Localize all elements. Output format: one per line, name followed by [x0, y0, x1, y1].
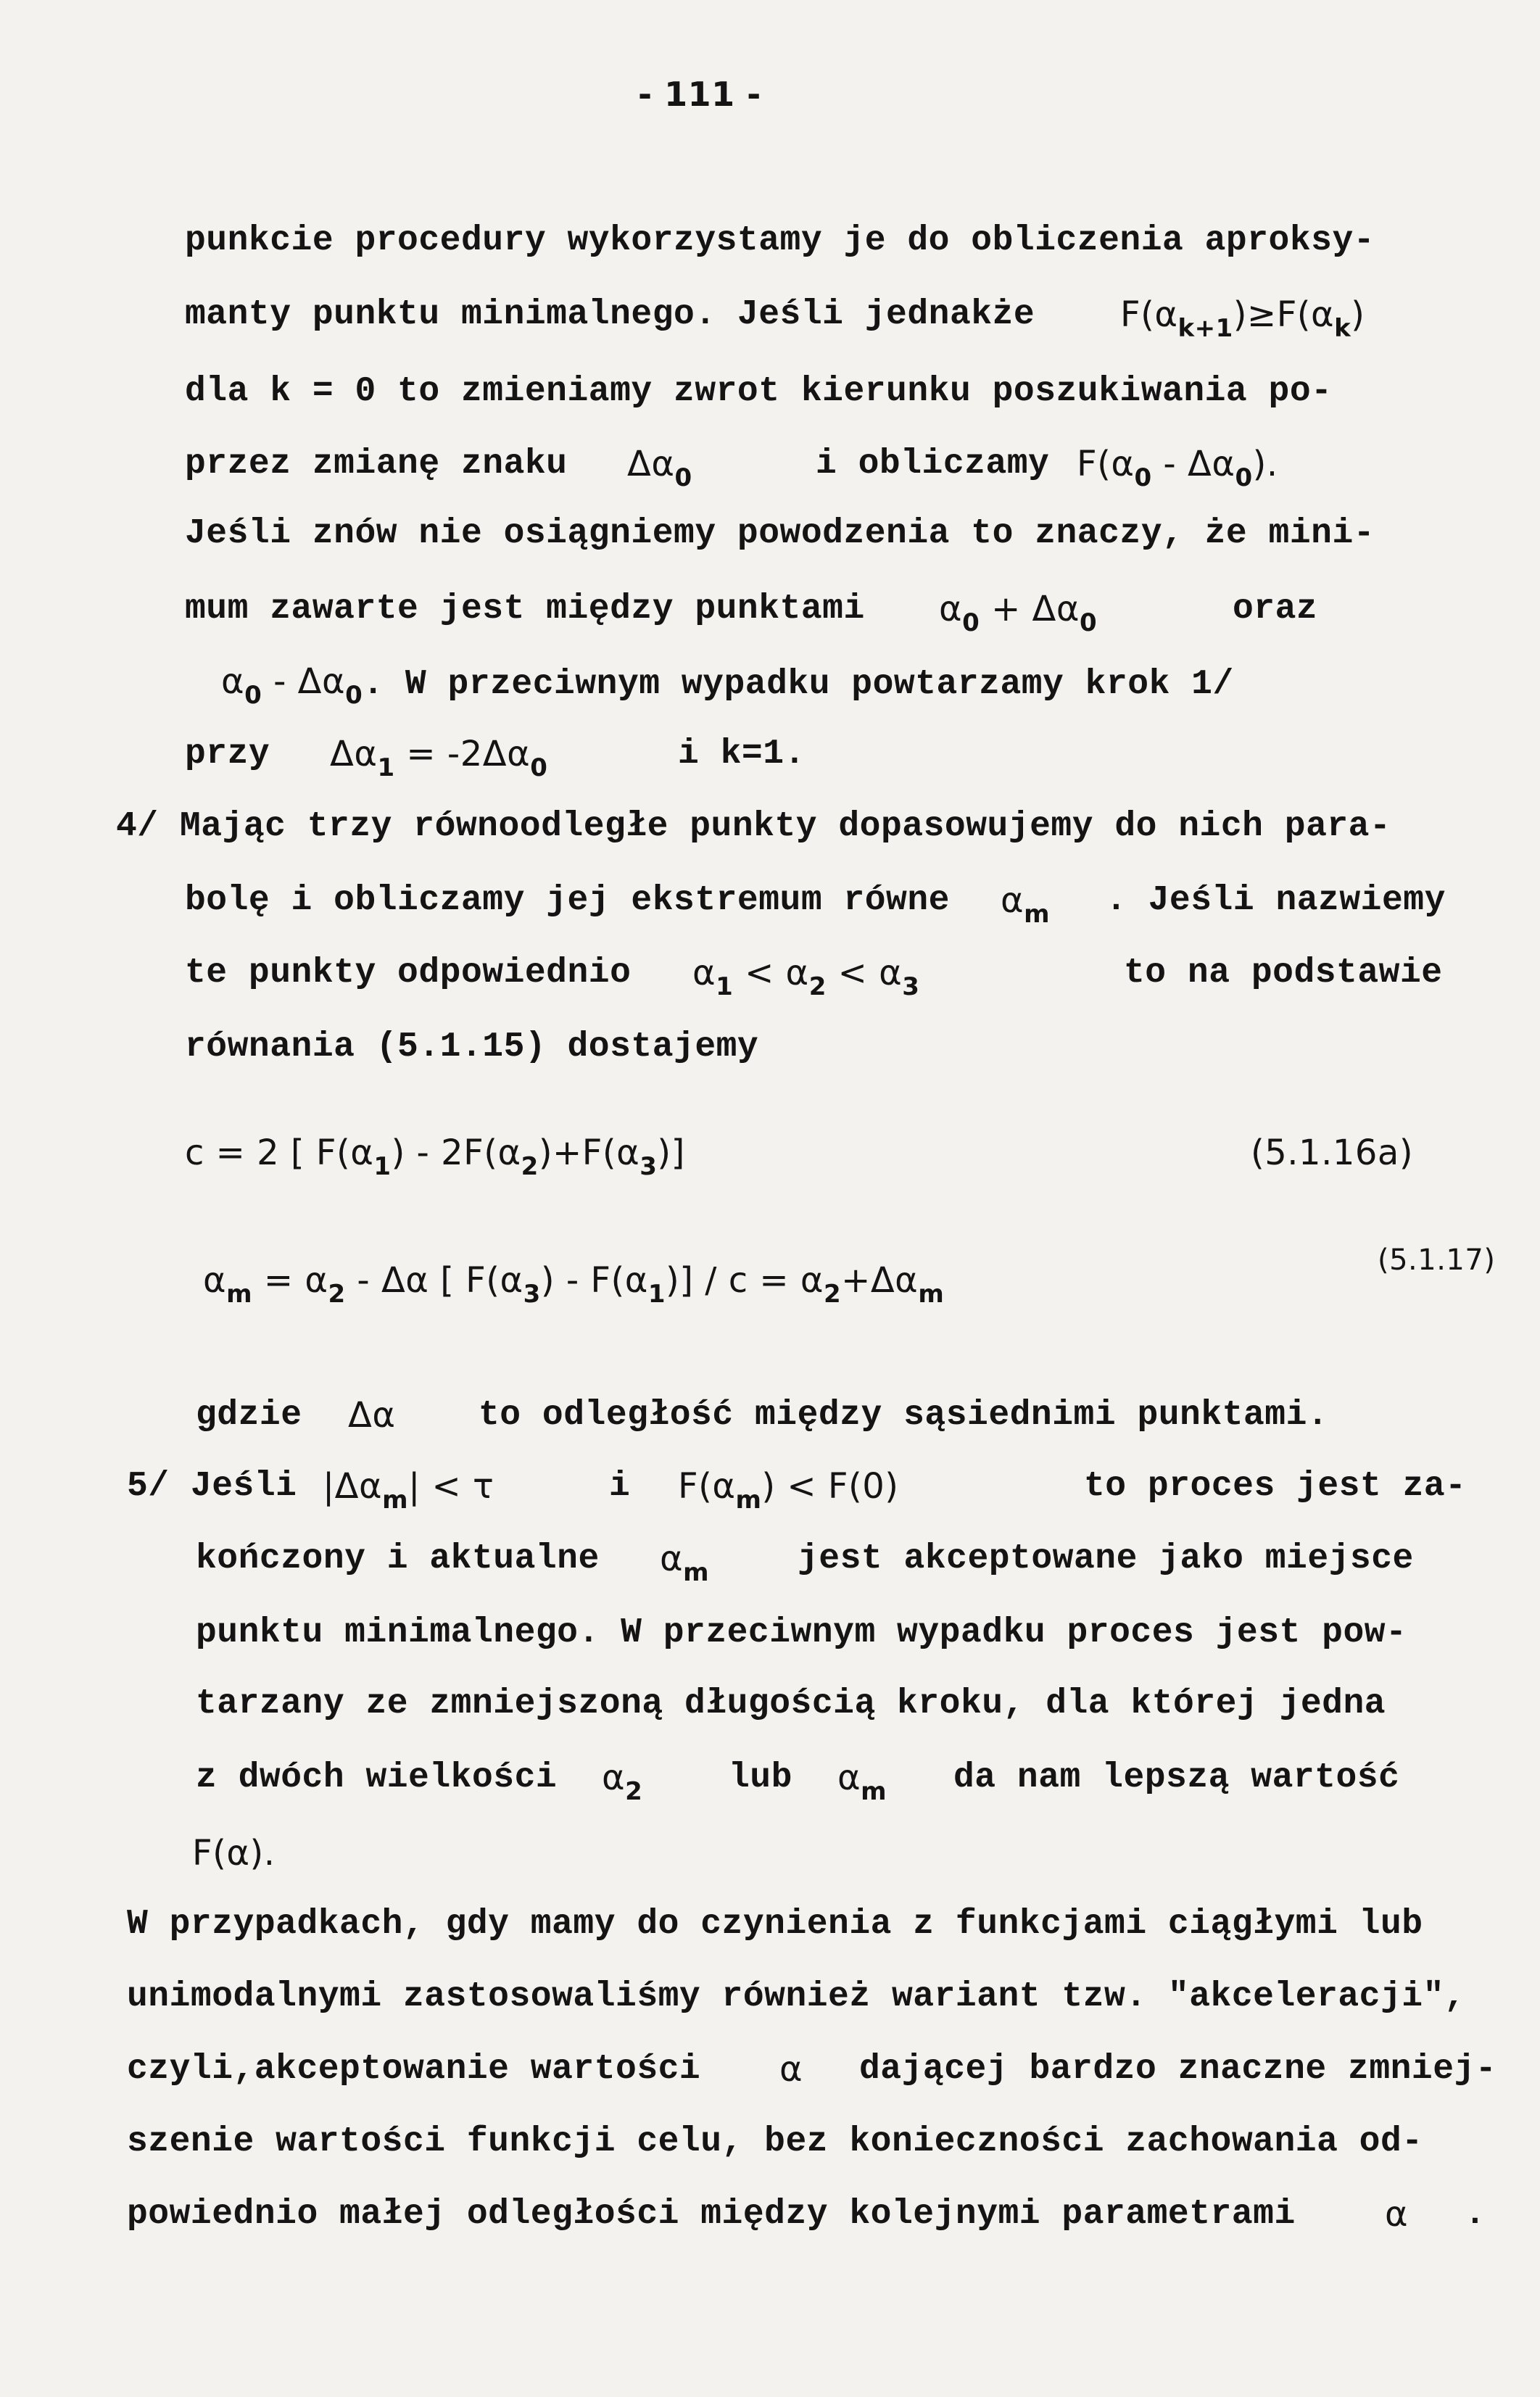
formula: $\Delta\alpha_1 = -2\Delta\alpha_0$ [330, 734, 548, 782]
text-line: mum zawarte jest między punktami $\alpha_0 + \Delta\alpha_0$ oraz [185, 589, 1318, 637]
formula: $\alpha_1 < \alpha_2 < \alpha_3$ [692, 953, 920, 1001]
text-line: punktu minimalnego. W przeciwnym wypadku proces jest pow- [196, 1613, 1407, 1652]
text-line: F(α). [192, 1833, 276, 1874]
formula: $F(\alpha_m) < F(0)$ [678, 1466, 899, 1515]
text-line: Jeśli znów nie osiągniemy powodzenia to znaczy, że mini- [185, 514, 1375, 553]
equation-number: (5.1.16a) [1251, 1133, 1414, 1173]
text-line: szenie wartości funkcji celu, bez konieczności zachowania od- [127, 2122, 1423, 2161]
text-line: 5/ Jeśli $|\Delta\alpha_m| < \tau$ i $F(\alpha_m) < F(0)$ to proces jest za- [127, 1466, 1467, 1515]
formula: $|\Delta\alpha_m| < \tau$ [323, 1466, 494, 1515]
text-line: punkcie procedury wykorzystamy je do obliczenia aproksy- [185, 221, 1375, 260]
equation-5-1-17: $\alpha_m = \alpha_2 - \Delta\alpha$ [ $F(\alpha_3) - F(\alpha_1)] / c = \alpha_2+\Delta\alpha_m$ (5.1.17) [203, 1259, 944, 1305]
formula: $F(\alpha_0 - \Delta\alpha_0)$. [1077, 444, 1278, 492]
text-line: przy $\Delta\alpha_1 = -2\Delta\alpha_0$ i k=1. [185, 734, 806, 782]
text-line: dla k = 0 to zmieniamy zwrot kierunku poszukiwania po- [185, 372, 1333, 411]
text-line: W przypadkach, gdy mamy do czynienia z funkcjami ciągłymi lub [127, 1905, 1423, 1944]
text-line: te punkty odpowiednio $\alpha_1 < \alpha_2 < \alpha_3$ to na podstawie [185, 953, 1443, 1001]
page-number: - 111 - [638, 75, 761, 114]
formula: $\alpha_0 + \Delta\alpha_0$ [939, 589, 1098, 637]
text-line: z dwóch wielkości $\alpha_2$ lub $\alpha_m$ da nam lepszą wartość [196, 1758, 1400, 1806]
text-line: powiednio małej odległości między kolejnymi parametrami α . [127, 2194, 1486, 2235]
text-line: 4/ Mając trzy równoodległe punkty dopasowujemy do nich para- [116, 807, 1391, 846]
text-line: przez zmianę znaku $\Delta\alpha_0$ i obliczamy $F(\alpha_0 - \Delta\alpha_0)$. [185, 444, 1278, 492]
text-line: czyli,akceptowanie wartości α dającej bardzo znaczne zmniej- [127, 2049, 1497, 2090]
formula: $\alpha_0 - \Delta\alpha_0$ [221, 661, 363, 710]
text-line: tarzany ze zmniejszoną długością kroku, dla której jedna [196, 1684, 1386, 1723]
text-line: unimodalnymi zastosowaliśmy również wariant tzw. "akceleracji", [127, 1977, 1466, 2016]
text-line: bolę i obliczamy jej ekstremum równe $\alpha_m$ . Jeśli nazwiemy [185, 880, 1446, 929]
text-line: manty punktu minimalnego. Jeśli jednakże $F(\alpha_{k+1})\ge F(\alpha_k)$ [185, 294, 1365, 343]
equation-number: (5.1.17) [1378, 1243, 1496, 1277]
text-line: równania (5.1.15) dostajemy [185, 1027, 759, 1067]
formula: $F(\alpha_{k+1})\ge F(\alpha_k)$ [1120, 294, 1365, 343]
text-line: $\alpha_0 - \Delta\alpha_0$. W przeciwnym wypadku powtarzamy krok 1/ [221, 661, 1234, 710]
text-line: kończony i aktualne $\alpha_m$ jest akceptowane jako miejsce [196, 1539, 1414, 1587]
equation-5-1-16a: c = 2 [ $F(\alpha_1) - 2F(\alpha_2)+F(\alpha_3)$] (5.1.16a) [185, 1133, 1414, 1181]
text-line: gdzie Δα to odległość między sąsiednimi punktami. [196, 1395, 1329, 1436]
